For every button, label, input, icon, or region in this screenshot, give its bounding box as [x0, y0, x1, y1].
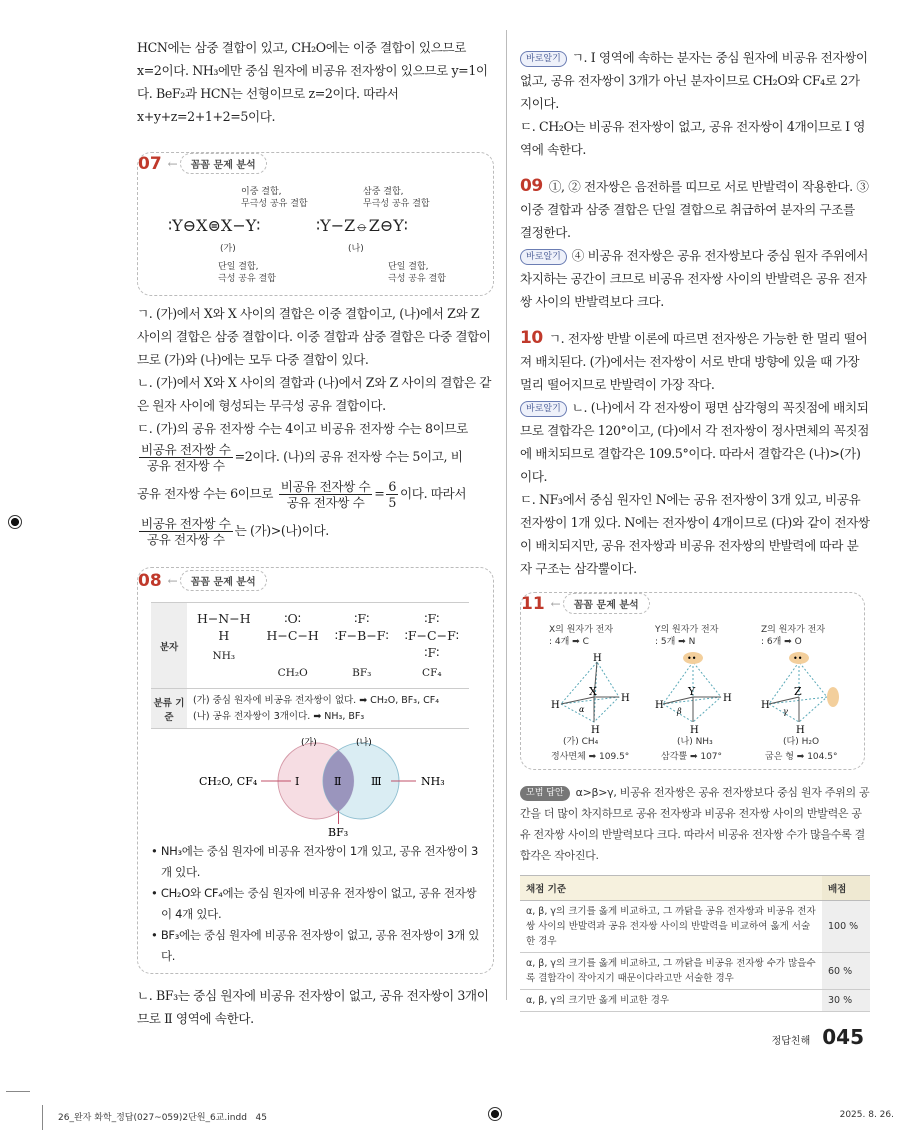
scoring-table: [520, 875, 870, 1012]
trigonal-pyramid-diagram: [655, 650, 750, 734]
box-title: 꼼꼼 문제 분석: [180, 153, 267, 174]
explanation-c-line3: 공유 전자쌍 수는 6이므로 $\frac{\text{비공유 전자쌍 수}}{\text{공유 전자쌍 수}}$ = $\frac{6}{5}$ 이다. 따라서: [137, 479, 467, 510]
lone-pair: [827, 687, 839, 707]
left-column: [137, 36, 494, 1030]
tetrahedron-diagram: [549, 650, 644, 734]
molecule-nh3: H−N−H H NH₃: [196, 610, 251, 662]
caption-b: (나): [348, 244, 364, 254]
question-number: 11: [521, 593, 545, 614]
svg-text:Z: Z: [794, 685, 802, 698]
fraction: $\frac{\text{비공유 전자쌍 수}}{\text{공유 전자쌍 수}}$: [141, 442, 231, 473]
criteria-b: (나) 공유 전자쌍이 3개이다. ➡ NH₃, BF₃: [193, 710, 365, 722]
svg-text:H: H: [593, 653, 602, 664]
q10-text-a: ㄱ. 전자쌍 반발 이론에 따르면 전자쌍은 가능한 한 멀리 떨어져 배치된다. (가)에서는 전자쌍이 서로 반대 방향에 있을 때 가장 멀리 떨어지므로 반발력이 가장 작다.: [520, 331, 868, 392]
q09-text: ①, ② 전자쌍은 음전하를 띠므로 서로 반발력이 작용한다. ③ 이중 결합과 삼중 결합은 단일 결합으로 취급하여 분자의 구조를 결정한다.: [520, 179, 869, 240]
explanation-c-line2: $\frac{\text{비공유 전자쌍 수}}{\text{공유 전자쌍 수}}$ =2이다. (나)의 공유 전자쌍 수는 5이고, 비: [141, 442, 463, 473]
label-single-bond-a: 단일 결합, 극성 공유 결합: [218, 262, 276, 284]
question-number: 07: [138, 153, 162, 174]
page-number: 045: [822, 1025, 864, 1049]
explanation-c-line4: $\frac{\text{비공유 전자쌍 수}}{\text{공유 전자쌍 수}}$ 는 (가)>(나)이다.: [141, 516, 329, 547]
registration-mark-icon: [8, 515, 22, 529]
fraction-6-5: $\frac{6}{5}$: [388, 479, 397, 510]
model-answer-tag: 모범 답안: [520, 786, 570, 801]
col-criteria: 채점 기준: [520, 876, 822, 901]
svg-text:H: H: [655, 700, 664, 711]
fix-tag: 바로알기: [520, 401, 567, 417]
svg-text:H: H: [621, 693, 630, 704]
svg-text:H: H: [591, 725, 600, 734]
q10-text-c: ㄷ. NF₃에서 중심 원자인 N에는 공유 전자쌍이 3개 있고, 비공유 전자쌍이 1개 있다. N에는 전자쌍이 4개이므로 (다)와 같이 전자쌍이 배치되지만, 공유 전자쌍과 비공유 전자쌍의 반발력에 따라 분자 구조는 삼각뿔이다.: [520, 492, 870, 576]
svg-text:••: ••: [793, 654, 803, 663]
fix-a: 바로알기 ㄱ. Ⅰ 영역에 속하는 분자는 중심 원자에 비공유 전자쌍이 없고, 공유 전자쌍이 3개가 아닌 분자이므로 CH₂O와 CF₄로 2가지이다.: [520, 50, 868, 111]
file-slug: 26_완자 화학_정답(027~059)2단원_6교.indd 45: [58, 1113, 267, 1123]
svg-text:β: β: [677, 707, 682, 716]
svg-text:H: H: [690, 725, 699, 734]
svg-text:X: X: [589, 685, 597, 698]
question-number: 09: [520, 176, 543, 196]
bullet-item: • BF₃에는 중심 원자에 비공유 전자쌍이 없고, 공유 전자쌍이 3개 있다.: [151, 928, 480, 963]
box-title: 꼼꼼 문제 분석: [563, 593, 650, 614]
molecule-a: ∶Y⊖X⊜X−Y∶: [168, 216, 261, 235]
fix-tag: 바로알기: [520, 249, 567, 265]
col-score: 배점: [822, 876, 870, 901]
fraction: $\frac{\text{비공유 전자쌍 수}}{\text{공유 전자쌍 수}}$: [280, 479, 371, 510]
venn-region-3: Ⅲ: [371, 775, 382, 788]
geometry-panels: [549, 624, 859, 766]
explanation-c-line1: ㄷ. (가)의 공유 전자쌍 수는 4이고 비공유 전자쌍 수는 8이므로: [137, 421, 468, 436]
q07-explanation: [137, 302, 494, 547]
right-column: [520, 46, 870, 1012]
venn-right-item: NH₃: [421, 775, 445, 788]
table-row: α, β, γ의 크기를 옳게 비교하고, 그 까닭을 비공유 전자쌍 수가 많을수록 결합각이 작아지기 때문이다라고만 서술한 경우 60 %: [520, 953, 870, 990]
table-row: α, β, γ의 크기를 옳게 비교하고, 그 까닭을 공유 전자쌍과 비공유 전자쌍 사이의 반발력과 공유 전자쌍 사이의 반발력을 비교하여 옳게 서술한 경우 100 %: [520, 901, 870, 953]
crop-mark: [6, 1091, 30, 1092]
q11-analysis-box: [520, 592, 865, 770]
fraction: $\frac{\text{비공유 전자쌍 수}}{\text{공유 전자쌍 수}}$: [141, 516, 231, 547]
bent-diagram: [761, 650, 856, 734]
svg-text:H: H: [551, 700, 560, 711]
venn-region-2: Ⅱ: [334, 775, 342, 788]
caption-a: (가): [220, 244, 236, 254]
criteria-a: (가) 중심 원자에 비공유 전자쌍이 없다. ➡ CH₂O, BF₃, CF₄: [193, 694, 440, 706]
molecule-table: [151, 602, 469, 729]
q08-explanation: ㄴ. BF₃는 중심 원자에 비공유 전자쌍이 없고, 공유 전자쌍이 3개이므로 Ⅱ 영역에 속한다.: [137, 988, 489, 1026]
label-single-bond-b: 단일 결합, 극성 공유 결합: [388, 262, 446, 284]
svg-text:H: H: [796, 725, 805, 734]
fix-tag: 바로알기: [520, 51, 567, 67]
print-date: 2025. 8. 26.: [839, 1110, 894, 1120]
registration-mark-icon: [488, 1107, 502, 1121]
table-row: α, β, γ의 크기만 옳게 비교한 경우 30 %: [520, 990, 870, 1012]
venn-diagram: [151, 735, 471, 839]
arrow-icon: ←: [167, 573, 178, 588]
molecule-ch2o: ∶O∶ H−C−H CH₂O: [266, 610, 319, 679]
venn-left-item: CH₂O, CF₄: [199, 775, 258, 788]
svg-text:γ: γ: [783, 707, 788, 716]
slug-divider: [42, 1105, 43, 1130]
section-label: 정답친해: [771, 1036, 811, 1047]
row-head-criteria: 분류 기준: [151, 689, 187, 729]
venn-bottom-item: BF₃: [328, 826, 349, 839]
svg-text:α: α: [579, 705, 585, 714]
q07-analysis-box: [137, 152, 494, 296]
venn-region-1: Ⅰ: [295, 775, 300, 788]
explanation-b: ㄴ. (가)에서 X와 X 사이의 결합과 (나)에서 Z와 Z 사이의 결합은 같은 원자 사이에 형성되는 무극성 공유 결합이다.: [137, 375, 491, 413]
page-footer: [772, 1025, 864, 1049]
explanation-a: ㄱ. (가)에서 X와 X 사이의 결합은 이중 결합이고, (나)에서 Z와 Z 사이의 결합은 삼중 결합이다. 이중 결합과 삼중 결합은 다중 결합이므로 (가)와 (나)에는 모두 다중 결합이 있다.: [137, 306, 491, 367]
column-divider: [506, 30, 507, 1000]
question-number: 10: [520, 328, 543, 348]
q10: [520, 327, 870, 580]
q08-bullets: [151, 841, 483, 967]
label-double-bond: 이중 결합, 무극성 공유 결합: [241, 187, 308, 209]
arrow-icon: ←: [550, 596, 561, 611]
svg-text:Y: Y: [688, 685, 696, 698]
label-triple-bond: 삼중 결합, 무극성 공유 결합: [363, 187, 430, 209]
svg-text:••: ••: [687, 654, 697, 663]
right-column-top: [520, 46, 870, 161]
molecule-b: ∶Y−Z⦵Z⊖Y∶: [316, 216, 408, 235]
q10-text-b: ㄴ. (나)에서 각 전자쌍이 평면 삼각형의 꼭짓점에 배치되므로 결합각은 120°이고, (다)에서 각 전자쌍이 정사면체의 꼭짓점에 배치되므로 결합각은 109.5°이다. 따라서 결합각은 (나)>(가)이다.: [520, 400, 869, 484]
row-head-molecule: 분자: [151, 603, 187, 689]
venn-label-a: (가): [301, 738, 317, 748]
panel-nh3: Y의 원자가 전자 : 5개 ➡ N •• H H H Y β (나) NH₃ 삼각뿔 ➡ 107°: [655, 624, 753, 766]
question-number: 08: [138, 570, 162, 591]
molecule-bf3: ∶F∶ ∶F−B−F∶ BF₃: [334, 610, 389, 679]
q07-header: [138, 153, 267, 174]
bullet-item: • CH₂O와 CF₄에는 중심 원자에 비공유 전자쌍이 없고, 공유 전자쌍이 4개 있다.: [151, 886, 477, 921]
fix-c: ㄷ. CH₂O는 비공유 전자쌍이 없고, 공유 전자쌍이 4개이므로 Ⅰ 영역에 속한다.: [520, 119, 866, 157]
box-title: 꼼꼼 문제 분석: [180, 570, 267, 591]
intro-paragraph: HCN에는 삼중 결합이 있고, CH₂O에는 이중 결합이 있으므로 x=2이다. NH₃에만 중심 원자에 비공유 전자쌍이 있으므로 y=1이다. BeF₂과 HCN는 선형이므로 z=2이다. 따라서 x+y+z=2+1+2=5이다.: [137, 40, 488, 124]
panel-ch4: X의 원자가 전자 : 4개 ➡ C H H H H X α (가) CH₄ 정사면체 ➡ 109.5°: [549, 624, 647, 766]
q08-header: [138, 570, 267, 591]
model-answer: 모범 답안 α>β>γ, 비공유 전자쌍은 공유 전자쌍보다 중심 원자 주위의 공간을 더 많이 차지하므로 공유 전자쌍과 비공유 전자쌍 사이의 반발력은 공유 전자쌍 사이의 반발력보다 크다. 따라서 비공유 전자쌍 수가 많을수록 결합각은 작아진다.: [520, 786, 870, 862]
q09-fix: ④ 비공유 전자쌍은 공유 전자쌍보다 중심 원자 주위에서 차지하는 공간이 크므로 비공유 전자쌍 사이의 반발력은 공유 전자쌍 사이의 반발력보다 크다.: [520, 248, 869, 309]
q11-header: [521, 593, 650, 614]
arrow-icon: ←: [167, 156, 178, 171]
q09: [520, 175, 870, 313]
bullet-item: • NH₃에는 중심 원자에 비공유 전자쌍이 1개 있고, 공유 전자쌍이 3개 있다.: [151, 844, 478, 879]
panel-h2o: Z의 원자가 전자 : 6개 ➡ O •• H H Z γ (다) H₂O 굽은 형 ➡ 104.5°: [761, 624, 859, 766]
svg-text:H: H: [761, 700, 770, 711]
molecule-cf4: ∶F∶ ∶F−C−F∶ ∶F∶ CF₄: [404, 610, 459, 679]
q08-analysis-box: [137, 567, 494, 974]
svg-text:H: H: [723, 693, 732, 704]
venn-label-b: (나): [356, 738, 372, 748]
